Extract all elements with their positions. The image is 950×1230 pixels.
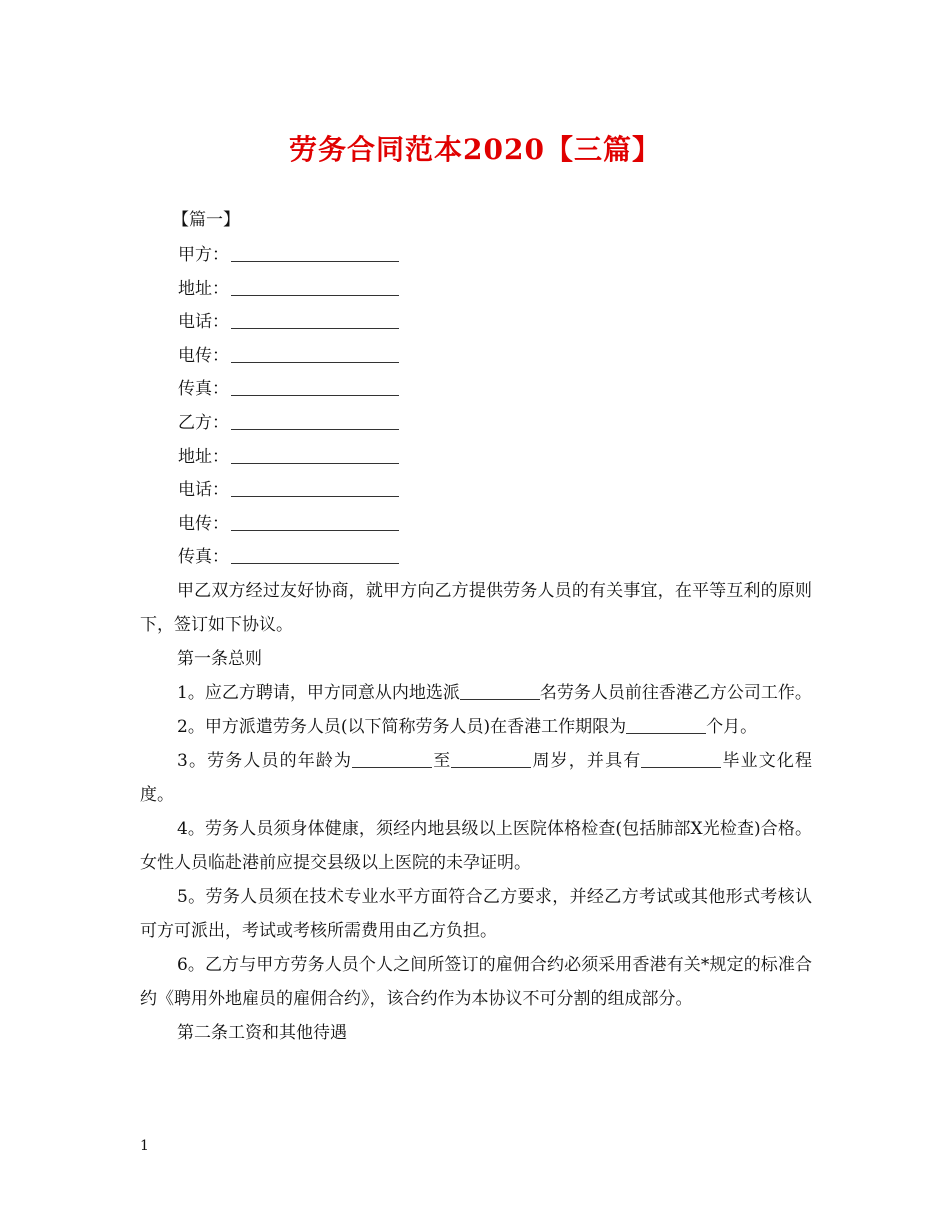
clause-2 bbox=[140, 710, 812, 744]
clause-6: 6。乙方与甲方劳务人员个人之间所签订的雇佣合约必须采用香港有关*规定的标准合约《聘用外地雇员的雇佣合约》，该合约作为本协议不可分割的组成部分。 bbox=[140, 955, 812, 1009]
field-label: 电传： bbox=[178, 513, 229, 534]
blank-line bbox=[352, 749, 432, 768]
field-fax-a bbox=[178, 376, 399, 410]
blank-line bbox=[231, 377, 399, 396]
clause-text: 名劳务人员前往香港乙方公司工作。 bbox=[539, 683, 812, 703]
blank-line bbox=[460, 681, 540, 700]
blank-line bbox=[231, 445, 399, 464]
field-telex-b bbox=[178, 511, 399, 545]
field-address-a bbox=[178, 276, 399, 310]
clause-text: 2。甲方派遣劳务人员(以下简称劳务人员)在香港工作期限为 bbox=[177, 717, 627, 737]
clause-text: 1。应乙方聘请，甲方同意从内地选派 bbox=[177, 683, 460, 703]
article-2-heading: 第二条工资和其他待遇 bbox=[177, 1023, 347, 1043]
document-title: 劳务合同范本2020【三篇】 bbox=[289, 133, 661, 166]
field-label: 地址： bbox=[178, 446, 229, 467]
blank-line bbox=[231, 277, 399, 296]
clause-4: 4。劳务人员须身体健康，须经内地县级以上医院体格检查(包括肺部X光检查)合格。女性人员临赴港前应提交县级以上医院的未孕证明。 bbox=[140, 819, 812, 873]
blank-line bbox=[451, 749, 531, 768]
blank-line bbox=[231, 545, 399, 564]
blank-line bbox=[231, 478, 399, 497]
blank-line bbox=[231, 512, 399, 531]
clause-text: 毕业文化程度。 bbox=[140, 751, 813, 805]
field-label: 地址： bbox=[178, 278, 229, 299]
contract-body bbox=[140, 574, 812, 1050]
clause-3 bbox=[140, 744, 812, 812]
clause-text: 个月。 bbox=[706, 717, 758, 737]
blank-line bbox=[626, 715, 706, 734]
clause-text: 至 bbox=[432, 751, 452, 771]
blank-line bbox=[231, 344, 399, 363]
clause-text: 3。劳务人员的年龄为 bbox=[177, 751, 353, 771]
blank-line bbox=[231, 411, 399, 430]
field-label: 电传： bbox=[178, 345, 229, 366]
field-label: 电话： bbox=[178, 312, 229, 333]
field-address-b bbox=[178, 444, 399, 478]
field-phone-a bbox=[178, 309, 399, 343]
field-label: 乙方： bbox=[178, 412, 229, 433]
blank-line bbox=[641, 749, 721, 768]
field-label: 传真： bbox=[178, 379, 229, 400]
clause-text: 周岁，并具有 bbox=[531, 751, 642, 771]
intro-paragraph: 甲乙双方经过友好协商，就甲方向乙方提供劳务人员的有关事宜，在平等互利的原则下，签订如下协议。 bbox=[140, 581, 812, 635]
page-number: 1 bbox=[140, 1138, 149, 1154]
field-phone-b bbox=[178, 477, 399, 511]
field-label: 电话： bbox=[178, 480, 229, 501]
party-fields bbox=[178, 242, 399, 578]
field-label: 甲方： bbox=[178, 245, 229, 265]
blank-line bbox=[231, 310, 399, 329]
field-fax-b bbox=[178, 544, 399, 578]
article-1-heading: 第一条总则 bbox=[177, 649, 262, 669]
clause-1 bbox=[140, 676, 812, 710]
section-label: 【篇一】 bbox=[172, 210, 240, 230]
clause-5: 5。劳务人员须在技术专业水平方面符合乙方要求，并经乙方考试或其他形式考核认可方可派出，考试或考核所需费用由乙方负担。 bbox=[140, 887, 812, 941]
field-label: 传真： bbox=[178, 547, 229, 568]
blank-line bbox=[231, 243, 399, 262]
field-telex-a bbox=[178, 343, 399, 377]
field-party-b bbox=[178, 410, 399, 444]
field-party-a bbox=[178, 242, 399, 276]
